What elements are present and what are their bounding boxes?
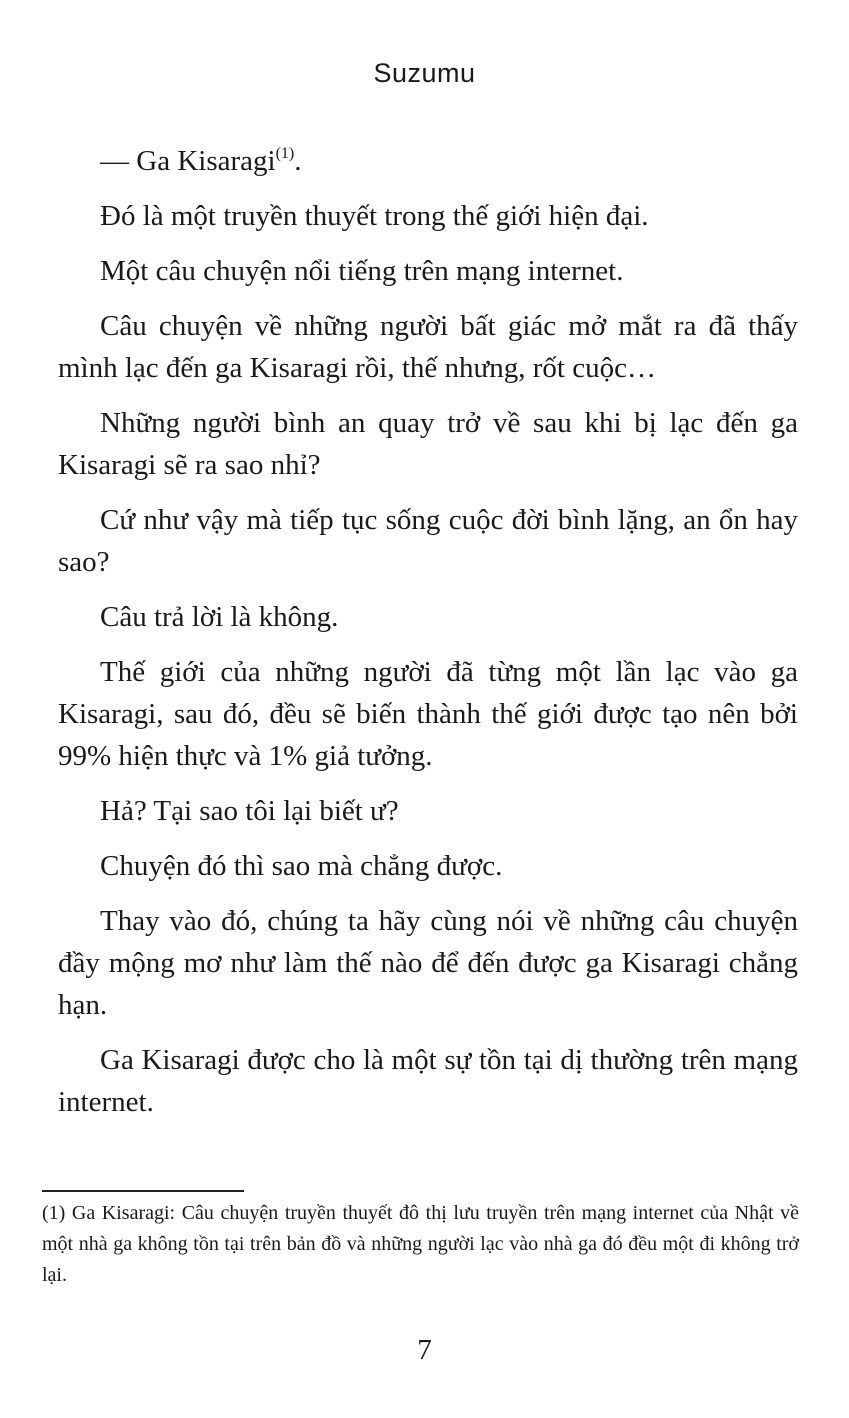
paragraph-1-text: — Ga Kisaragi [100, 145, 276, 177]
page-number: 7 [417, 1334, 432, 1366]
paragraph-1 [58, 140, 798, 182]
footnote-divider [42, 1190, 244, 1192]
paragraph-8: Thế giới của những người đã từng một lần lạc vào ga Kisaragi, sau đó, đều sẽ biến thành thế giới được tạo nên bởi 99% hiện thực và 1% giả tưởng. [58, 656, 798, 772]
paragraph-6: Cứ như vậy mà tiếp tục sống cuộc đời bình lặng, an ổn hay sao? [58, 504, 798, 578]
running-header: Suzumu [373, 58, 476, 88]
body-text [58, 140, 798, 1136]
paragraph-10: Chuyện đó thì sao mà chẳng được. [100, 850, 503, 882]
paragraph-7: Câu trả lời là không. [100, 601, 339, 633]
paragraph-3: Một câu chuyện nổi tiếng trên mạng internet. [100, 255, 624, 287]
paragraph-9: Hả? Tại sao tôi lại biết ư? [100, 795, 399, 827]
paragraph-4: Câu chuyện về những người bất giác mở mắt ra đã thấy mình lạc đến ga Kisaragi rồi, thế nhưng, rốt cuộc… [58, 310, 798, 384]
footnote: (1) Ga Kisaragi: Câu chuyện truyền thuyết đô thị lưu truyền trên mạng internet của Nhật về một nhà ga không tồn tại trên bản đồ và những người lạc vào nhà ga đó đều một đi không trở lại. [42, 1202, 799, 1286]
paragraph-2: Đó là một truyền thuyết trong thế giới hiện đại. [100, 200, 649, 232]
paragraph-5: Những người bình an quay trở về sau khi bị lạc đến ga Kisaragi sẽ ra sao nhỉ? [58, 407, 798, 481]
paragraph-11: Thay vào đó, chúng ta hãy cùng nói về những câu chuyện đầy mộng mơ như làm thế nào để đến được ga Kisaragi chẳng hạn. [58, 905, 798, 1021]
paragraph-1-end: . [294, 145, 302, 177]
footnote-reference[interactable]: (1) [275, 145, 295, 162]
paragraph-12: Ga Kisaragi được cho là một sự tồn tại dị thường trên mạng internet. [58, 1044, 798, 1118]
